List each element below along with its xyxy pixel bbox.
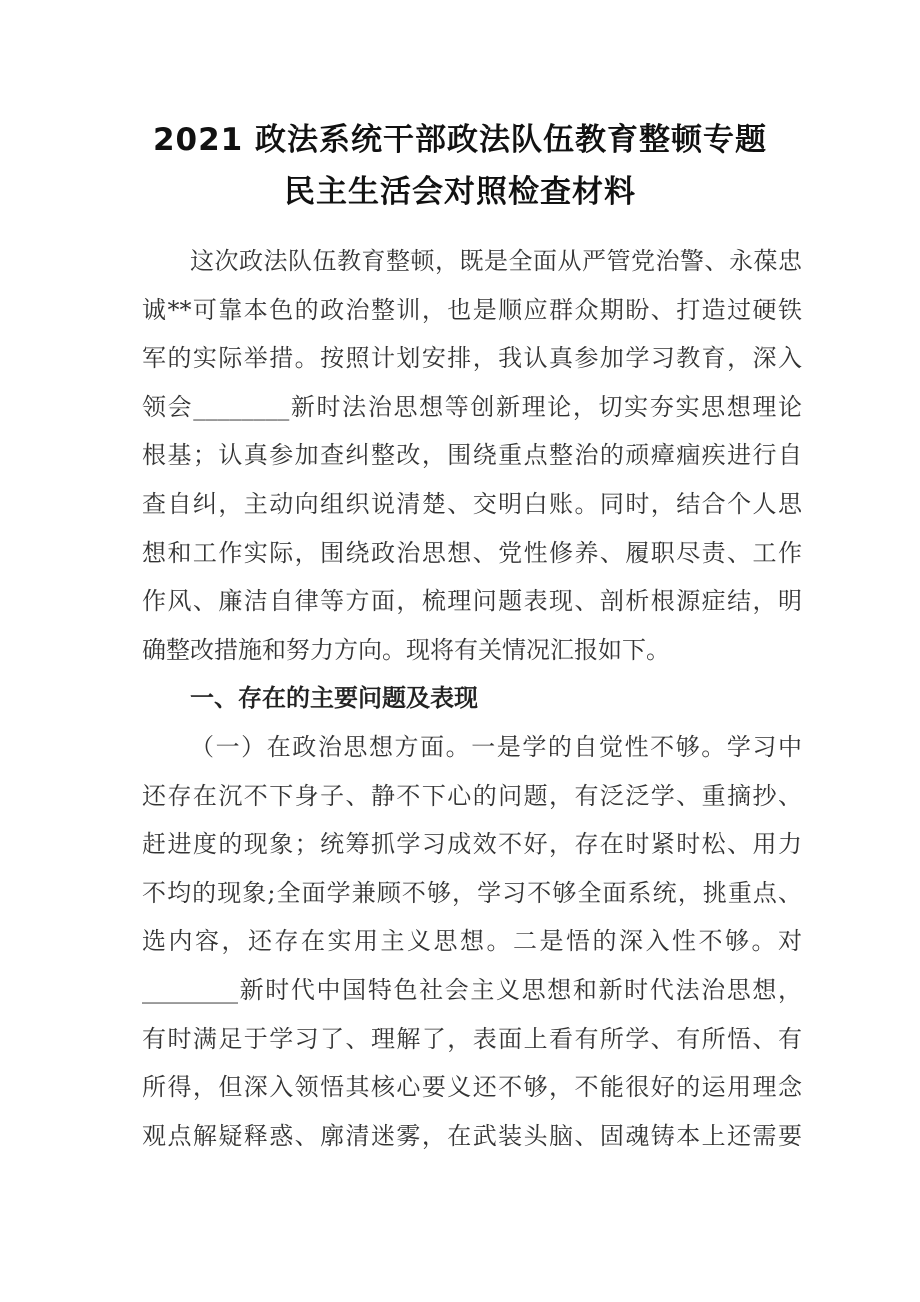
section-heading: 一、存在的主要问题及表现: [190, 684, 478, 713]
paragraph-line: 这次政法队伍教育整顿，既是全面从严管党治警、永葆忠: [190, 247, 802, 275]
paragraph-line: （一）在政治思想方面。一是学的自觉性不够。学习中: [190, 732, 802, 761]
document-title-line-1: 2021 政法系统干部政法队伍教育整顿专题: [152, 122, 768, 158]
paragraph-line: 所得，但深入领悟其核心要义还不够，不能很好的运用理念: [142, 1073, 802, 1102]
paragraph-line: 根基；认真参加查纠整改，围绕重点整治的顽瘴痼疾进行自: [142, 441, 802, 470]
paragraph-line: 想和工作实际，围绕政治思想、党性修养、履职尽责、工作: [142, 538, 802, 567]
paragraph-line: 还存在沉不下身子、静不下心的问题，有泛泛学、重摘抄、: [142, 781, 802, 810]
paragraph-line: 作风、廉洁自律等方面，梳理问题表现、剖析根源症结，明: [142, 587, 802, 616]
paragraph-line: 选内容，还存在实用主义思想。二是悟的深入性不够。对: [142, 927, 802, 956]
paragraph-line: 确整改措施和努力方向。现将有关情况汇报如下。: [142, 635, 670, 664]
paragraph-line: 诚**可靠本色的政治整训，也是顺应群众期盼、打造过硬铁: [142, 295, 802, 324]
paragraph-line: 不均的现象;全面学兼顾不够，学习不够全面系统，挑重点、: [142, 878, 802, 907]
paragraph-line: 赶进度的现象；统筹抓学习成效不好，存在时紧时松、用力: [142, 830, 802, 859]
paragraph-line: ________新时代中国特色社会主义思想和新时代法治思想，: [142, 975, 802, 1004]
document-title-line-2: 民主生活会对照检查材料: [284, 174, 636, 210]
paragraph-line: 军的实际举措。按照计划安排，我认真参加学习教育，深入: [142, 344, 802, 373]
paragraph-line: 有时满足于学习了、理解了，表面上看有所学、有所悟、有: [142, 1024, 802, 1053]
paragraph-line: 查自纠，主动向组织说清楚、交明白账。同时，结合个人思: [142, 489, 802, 518]
document-body: [142, 237, 802, 1160]
paragraph-line: 领会________新时法治思想等创新理论，切实夯实思想理论: [142, 392, 802, 421]
paragraph-line: 观点解疑释惑、廓清迷雾，在武装头脑、固魂铸本上还需要: [142, 1121, 802, 1150]
